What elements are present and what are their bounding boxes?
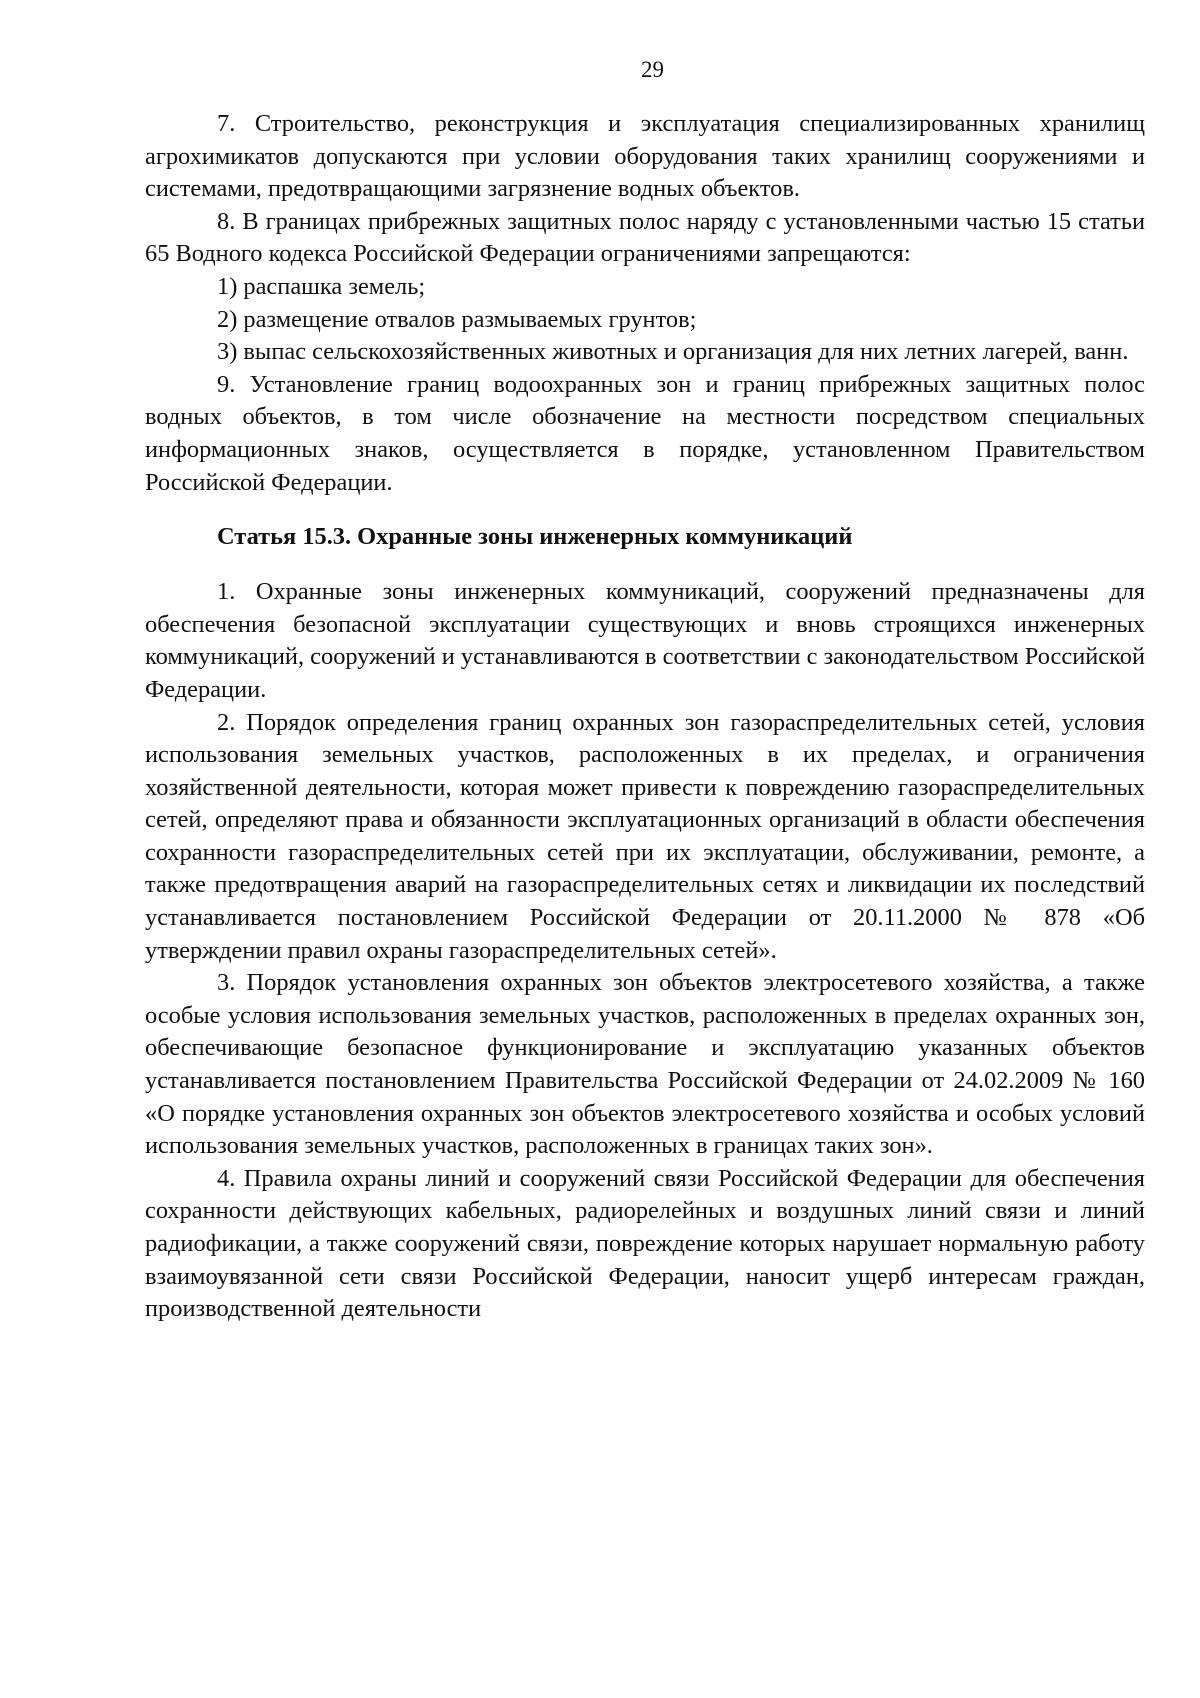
list-item-2: 2) размещение отвалов размываемых грунтов;: [217, 305, 697, 333]
list-item-1: 1) распашка земель;: [217, 272, 426, 300]
paragraph-8: 8. В границах прибрежных защитных полос наряду с установленными частью 15 статьи 65 Водного кодекса Российской Федерации ограничениями запрещаются:: [145, 207, 1145, 268]
paragraph-9: 9. Установление границ водоохранных зон и границ прибрежных защитных полос водных объектов, в том числе обозначение на местности посредством специальных информационных знаков, осуществляется в порядке, установленном Правительством Российской Федерации.: [145, 370, 1145, 496]
article-paragraph-2: 2. Порядок определения границ охранных зон газораспределительных сетей, условия использования земельных участков, расположенных в их пределах, и ограничения хозяйственной деятельности, которая может привести к повреждению газораспределительных сетей, определяют права и обязанности эксплуатационных организаций в области обеспечения сохранности газораспределительных сетей при их эксплуатации, обслуживании, ремонте, а также предотвращения аварий на газораспределительных сетях и ликвидации их последствий устанавливается постановлением Российской Федерации от 20.11.2000 № 878 «Об утверждении правил охраны газораспределительных сетей».: [145, 708, 1145, 964]
page-number: 29: [641, 57, 664, 82]
article-paragraph-3: 3. Порядок установления охранных зон объектов электросетевого хозяйства, а также особые условия использования земельных участков, расположенных в пределах охранных зон, обеспечивающие безопасное функционирование и эксплуатацию указанных объектов устанавливается постановлением Правительства Российской Федерации от 24.02.2009 № 160 «О порядке установления охранных зон объектов электросетевого хозяйства и особых условий использования земельных участков, расположенных в границах таких зон».: [145, 969, 1145, 1160]
article-paragraph-4: 4. Правила охраны линий и сооружений связи Российской Федерации для обеспечения сохранности действующих кабельных, радиорелейных и воздушных линий связи и линий радиофикации, а также сооружений связи, повреждение которых нарушает нормальную работу взаимоувязанной сети связи Российской Федерации, наносит ущерб интересам граждан, производственной деятельности: [145, 1164, 1145, 1323]
article-heading: Статья 15.3. Охранные зоны инженерных коммуникаций: [217, 523, 853, 551]
document-page: [145, 54, 1145, 1326]
article-paragraph-1: 1. Охранные зоны инженерных коммуникаций, сооружений предназначены для обеспечения безопасной эксплуатации существующих и вновь строящихся инженерных коммуникаций, сооружений и устанавливаются в соответствии с законодательством Российской Федерации.: [145, 578, 1145, 703]
list-item-3: 3) выпас сельскохозяйственных животных и организация для них летних лагерей, ванн.: [217, 338, 1129, 366]
paragraph-7: 7. Строительство, реконструкция и эксплуатация специализированных хранилищ агрохимикатов допускаются при условии оборудования таких хранилищ сооружениями и системами, предотвращающими загрязнение водных объектов.: [145, 110, 1145, 203]
